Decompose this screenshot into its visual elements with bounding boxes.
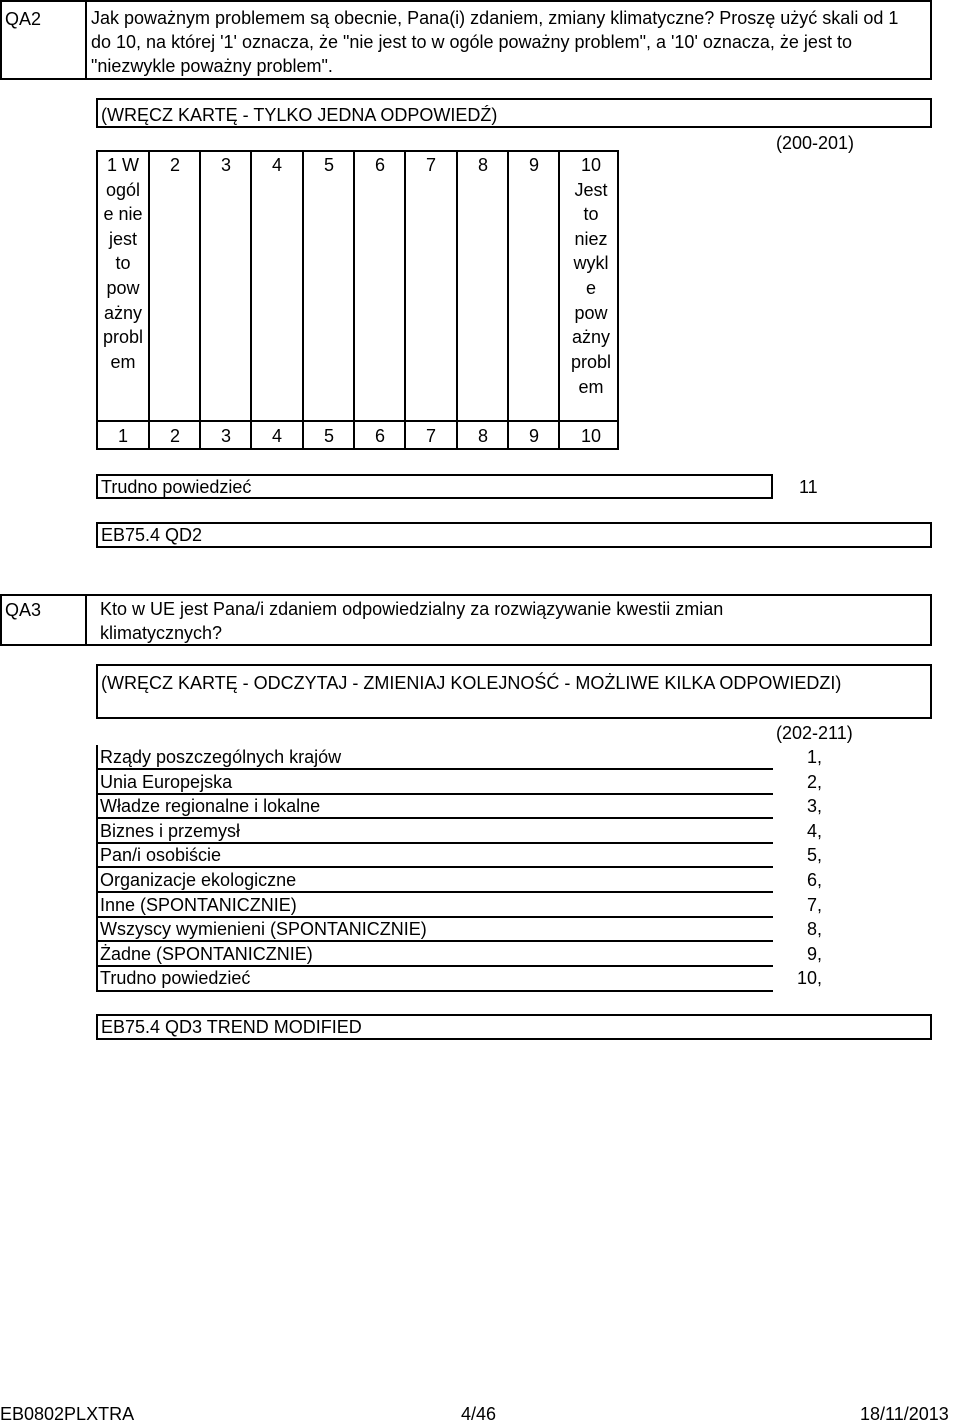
list-item[interactable]	[100, 770, 822, 795]
scale-label-line: to	[583, 204, 599, 224]
list-item-label: Pan/i osobiście	[100, 845, 222, 865]
qa2-dont-know-label: Trudno powiedzieć	[101, 477, 252, 497]
qa3-question-text: Kto w UE jest Pana/i zdaniem odpowiedzialny za rozwiązywanie kwestii zmian klimatycznych?	[100, 599, 724, 643]
scale-label-line: niez	[574, 229, 608, 249]
qa2-source: EB75.4 QD2	[101, 525, 203, 545]
list-item[interactable]	[100, 966, 822, 991]
list-item-code: 8,	[806, 919, 822, 939]
scale-label-line: ogól	[105, 180, 141, 200]
scale-code[interactable]: 1	[117, 426, 128, 446]
qa2-scale-col-line	[404, 150, 406, 450]
list-rule	[96, 990, 773, 992]
list-item-code: 3,	[806, 796, 822, 816]
scale-label-line: 10	[580, 155, 602, 175]
qa2-scale-col-line	[507, 150, 509, 450]
qa2-scale-col-line	[302, 150, 304, 450]
list-item-code: 4,	[806, 821, 822, 841]
list-item[interactable]	[100, 942, 822, 967]
scale-code[interactable]: 4	[271, 426, 282, 446]
footer-doc-id: EB0802PLXTRA	[0, 1404, 135, 1424]
qa2-question-text: Jak poważnym problemem są obecnie, Pana(i) zdaniem, zmiany klimatyczne? Proszę użyć skali od 1 do 10, na której '1' oznacza, że "nie jest to w ogóle poważny problem", a '10' oznacza, że jest to "niezwykle poważny problem".	[91, 8, 899, 76]
list-item-code: 1,	[806, 747, 822, 767]
scale-code[interactable]: 6	[374, 426, 385, 446]
scale-label-line: ażny	[571, 327, 611, 347]
scale-label-line: probl	[102, 327, 144, 347]
qa3-instruction: (WRĘCZ KARTĘ - ODCZYTAJ - ZMIENIAJ KOLEJNOŚĆ - MOŻLIWE KILKA ODPOWIEDZI)	[101, 673, 842, 693]
list-rule	[96, 916, 773, 918]
list-item-label: Unia Europejska	[100, 772, 233, 792]
list-item[interactable]	[100, 794, 822, 819]
list-item-label: Organizacje ekologiczne	[100, 870, 297, 890]
qa3-source: EB75.4 QD3 TREND MODIFIED	[101, 1017, 362, 1037]
qa2-scale-col-line	[353, 150, 355, 450]
scale-label-4: 4	[271, 155, 282, 175]
scale-label-line: em	[578, 377, 604, 397]
scale-label-line: pow	[106, 278, 140, 298]
scale-label-2: 2	[169, 155, 180, 175]
qa2-columns-code: (200-201)	[776, 133, 855, 153]
list-rule	[96, 891, 773, 893]
scale-label-line: jest	[108, 229, 137, 249]
qa2-question-id: QA2	[5, 9, 42, 29]
list-rule	[96, 866, 773, 868]
qa2-source-box	[96, 522, 932, 548]
scale-code[interactable]: 2	[169, 426, 180, 446]
scale-code[interactable]: 10	[580, 426, 602, 446]
scale-label-9: 9	[528, 155, 539, 175]
list-item-code: 5,	[806, 845, 822, 865]
list-item[interactable]	[100, 917, 822, 942]
list-item-code: 7,	[806, 895, 822, 915]
qa3-question-id: QA3	[5, 600, 42, 620]
scale-label-line: ażny	[103, 303, 143, 323]
list-rule	[96, 768, 773, 770]
qa3-divider	[85, 594, 87, 646]
qa2-scale-col-line	[250, 150, 252, 450]
list-item-label: Trudno powiedzieć	[100, 968, 251, 988]
list-left-rule	[96, 745, 98, 992]
qa2-divider	[85, 0, 87, 80]
list-item[interactable]	[100, 745, 822, 770]
scale-label-8: 8	[477, 155, 488, 175]
scale-label-line: e	[585, 278, 596, 298]
qa2-scale-col-line	[199, 150, 201, 450]
list-rule	[96, 940, 773, 942]
list-item[interactable]	[100, 868, 822, 893]
list-item-label: Inne (SPONTANICZNIE)	[100, 895, 297, 915]
list-item[interactable]	[100, 893, 822, 918]
scale-label-7: 7	[425, 155, 436, 175]
scale-code[interactable]: 8	[477, 426, 488, 446]
qa2-dont-know-code: 11	[799, 477, 818, 497]
list-rule	[96, 793, 773, 795]
scale-label-line: e nie	[103, 204, 143, 224]
scale-label-line: wykl	[573, 253, 609, 273]
footer-date: 18/11/2013	[860, 1404, 949, 1424]
qa2-scale-col-line	[456, 150, 458, 450]
qa2-scale-grid	[96, 150, 619, 450]
scale-label-line: em	[110, 352, 136, 372]
scale-label-3: 3	[220, 155, 231, 175]
scale-label-line: 1 W	[106, 155, 139, 175]
scale-label-6: 6	[374, 155, 385, 175]
scale-label-line: probl	[570, 352, 612, 372]
scale-label-line: pow	[574, 303, 608, 323]
scale-code[interactable]: 9	[528, 426, 539, 446]
list-item-label: Wszyscy wymienieni (SPONTANICZNIE)	[100, 919, 427, 939]
list-item-code: 2,	[806, 772, 822, 792]
list-rule	[96, 842, 773, 844]
list-item-code: 10,	[796, 968, 822, 988]
list-item[interactable]	[100, 843, 822, 868]
qa2-scale-col-line	[558, 150, 560, 450]
qa2-scale-separator	[96, 420, 619, 422]
scale-code[interactable]: 3	[220, 426, 231, 446]
list-rule	[96, 817, 773, 819]
scale-code[interactable]: 5	[323, 426, 334, 446]
list-item-label: Rządy poszczególnych krajów	[100, 747, 342, 767]
list-item-code: 9,	[806, 944, 822, 964]
qa2-instruction: (WRĘCZ KARTĘ - TYLKO JEDNA ODPOWIEDŹ)	[101, 105, 498, 125]
list-item-label: Biznes i przemysł	[100, 821, 241, 841]
scale-label-5: 5	[323, 155, 334, 175]
scale-code[interactable]: 7	[425, 426, 436, 446]
list-item-label: Żadne (SPONTANICZNIE)	[100, 944, 313, 964]
qa3-columns-code: (202-211)	[776, 723, 853, 743]
footer-page-number: 4/46	[461, 1404, 497, 1424]
list-rule	[96, 965, 773, 967]
list-item-code: 6,	[806, 870, 822, 890]
scale-label-line: Jest	[574, 180, 608, 200]
list-item[interactable]	[100, 819, 822, 844]
list-item-label: Władze regionalne i lokalne	[100, 796, 321, 816]
qa2-scale-col-line	[148, 150, 150, 450]
scale-label-line: to	[115, 253, 131, 273]
